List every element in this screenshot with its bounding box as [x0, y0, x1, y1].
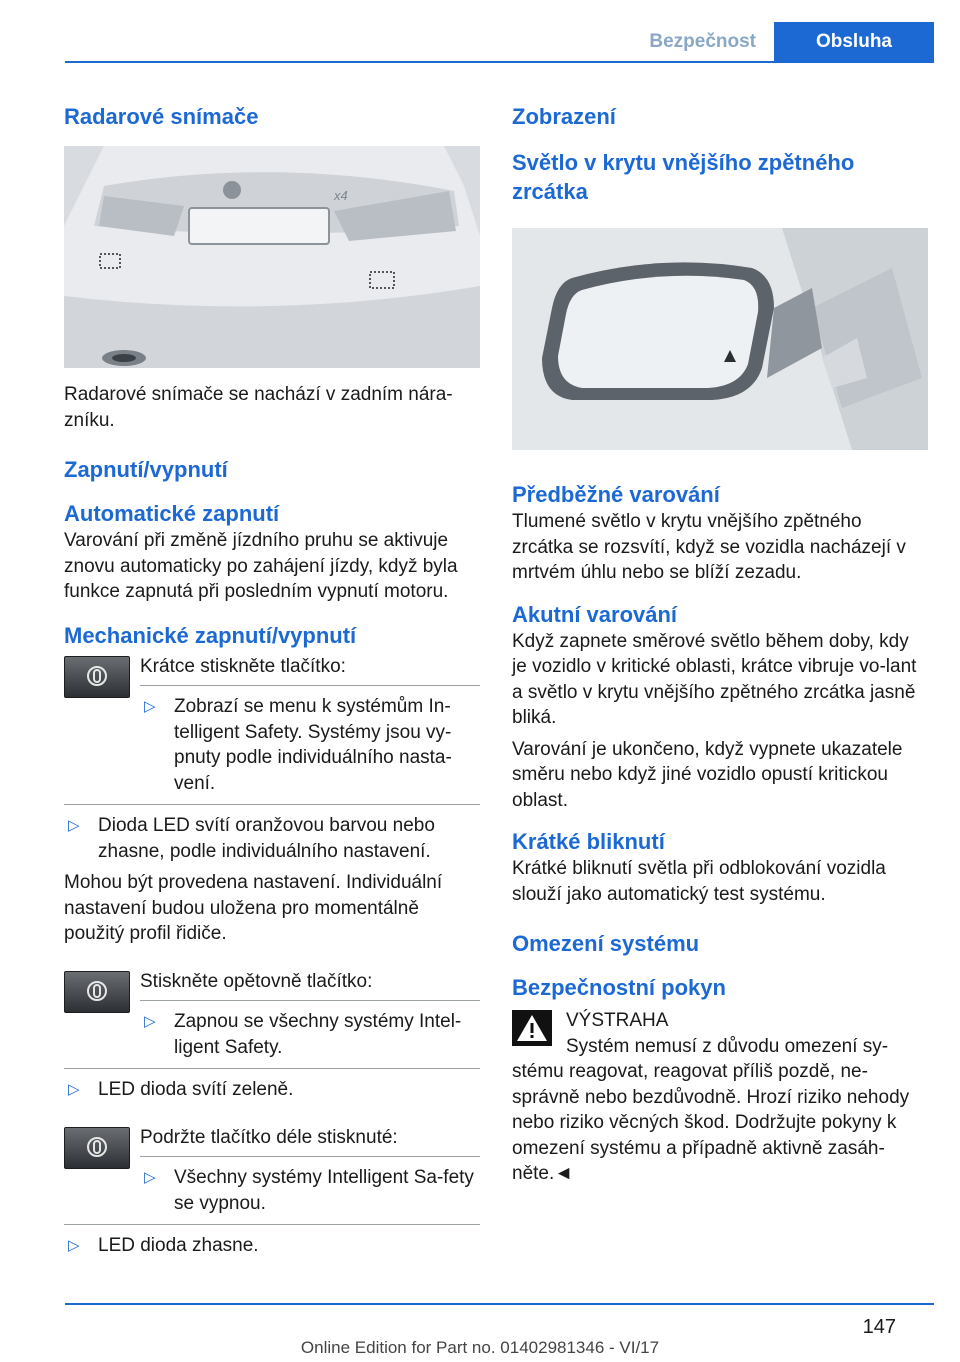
- triangle-bullet-icon: ▷: [144, 1013, 156, 1030]
- press-long-text: Podržte tlačítko déle stisknuté:: [140, 1126, 398, 1148]
- radar-title: Radarové snímače: [64, 104, 259, 129]
- press-again-block: [64, 969, 480, 1061]
- triangle-bullet-icon: ▷: [68, 1237, 80, 1254]
- settings-text: Mohou být provedena nastavení. Individuální nastavení budou uložena pro momentálně použitý profil řidiče.: [64, 872, 443, 944]
- assist-button-icon: [64, 1127, 130, 1169]
- divider: [64, 1224, 480, 1225]
- short-blink-text: Krátké bliknutí světla při odblokování vozidla slouží jako automatický test systému.: [512, 858, 886, 905]
- display-title: Zobrazení: [512, 104, 616, 129]
- divider: [140, 1156, 480, 1157]
- list-item: ▷ Zapnou se všechny systémy Intel-ligent Safety.: [144, 1011, 462, 1058]
- warning-block: [512, 1008, 928, 1059]
- header-rule: [65, 61, 934, 63]
- warning-text-first: Systém nemusí z důvodu omezení sy-: [566, 1035, 889, 1057]
- auto-title: Automatické zapnutí: [64, 501, 280, 526]
- triangle-bullet-icon: ▷: [68, 817, 80, 834]
- warning-label: VÝSTRAHA: [566, 1010, 669, 1031]
- mirror-photo: [512, 228, 928, 450]
- press-again-text: Stiskněte opětovně tlačítko:: [140, 970, 373, 992]
- press-long-block: [64, 1125, 480, 1217]
- divider: [140, 685, 480, 686]
- press-short-text: Krátce stiskněte tlačítko:: [140, 655, 346, 677]
- divider: [64, 804, 480, 805]
- triangle-bullet-icon: ▷: [144, 1169, 156, 1186]
- auto-text: Varování při změně jízdního pruhu se aktivuje znovu automaticky po zahájení jízdy, když byla funkce zapnutá při posledním vypnutí motoru.: [64, 530, 458, 602]
- divider: [140, 1000, 480, 1001]
- divider: [64, 1068, 480, 1069]
- tab-safety[interactable]: Bezpečnost: [631, 22, 774, 62]
- short-blink-title: Krátké bliknutí: [512, 829, 665, 854]
- triangle-bullet-icon: ▷: [144, 698, 156, 715]
- safety-note-title: Bezpečnostní pokyn: [512, 975, 726, 1000]
- list-item: ▷ LED dioda svítí zeleně.: [64, 1077, 480, 1103]
- list-item: ▷ Dioda LED svítí oranžovou barvou nebo zhasne, podle individuálního nastavení.: [68, 815, 435, 862]
- tab-operation[interactable]: Obsluha: [774, 22, 934, 62]
- acute-warning-text: Když zapnete směrové světlo během doby, kdy je vozidlo v kritické oblasti, krátce vibruje vo-lant a světlo v krytu vnějšího zpětného zrcátka jasně bliká.: [512, 630, 917, 728]
- warning-text: stému reagovat, reagovat příliš pozdě, ne-správně nebo bezdůvodně. Hrozí riziko nehody nebo riziko věcných škod. Dodržujte pokyny k omezení systému a případně aktivně zasáh-něte.◄: [512, 1061, 910, 1184]
- mech-title: Mechanické zapnutí/vypnutí: [64, 622, 357, 648]
- header-tabs: [631, 22, 934, 62]
- assist-button-icon: [64, 656, 130, 698]
- mirror-title: Světlo v krytu vnějšího zpětného zrcátka: [512, 150, 855, 204]
- footer-rule: [65, 1303, 934, 1305]
- toggle-title: Zapnutí/vypnutí: [64, 457, 228, 482]
- press-short-block: [64, 654, 480, 797]
- car-badge: x4: [334, 188, 348, 203]
- radar-caption: Radarové snímače se nachází v zadním nára-zníku.: [64, 384, 453, 431]
- left-column: [64, 98, 480, 1259]
- edition-footer: Online Edition for Part no. 01402981346 - VI/17: [300, 1338, 660, 1357]
- triangle-bullet-icon: ▷: [68, 1081, 80, 1098]
- pre-warning-text: Tlumené světlo v krytu vnějšího zpětného zrcátka se rozsvítí, když se vozidla nacházejí v mrtvém úhlu nebo se blíží zezadu.: [512, 511, 906, 583]
- warning-triangle-icon: [512, 1010, 552, 1046]
- assist-button-icon: [64, 971, 130, 1013]
- page-number: 147: [862, 1316, 896, 1338]
- list-item: ▷ Všechny systémy Intelligent Sa-fety se vypnou.: [144, 1167, 474, 1214]
- right-column: [512, 98, 928, 1187]
- car-rear-photo: [64, 146, 480, 368]
- acute-warning-text-2: Varování je ukončeno, když vypnete ukazatele směru nebo když jiné vozidlo opustí kritickou oblast.: [512, 738, 903, 811]
- list-item: ▷ Zobrazí se menu k systémům In-telligent Safety. Systémy jsou vy-pnuty podle individuálního nasta-vení.: [144, 696, 452, 794]
- pre-warning-title: Předběžné varování: [512, 482, 720, 507]
- acute-warning-title: Akutní varování: [512, 601, 678, 627]
- list-item: ▷ LED dioda zhasne.: [64, 1233, 480, 1259]
- system-limits-title: Omezení systému: [512, 931, 700, 956]
